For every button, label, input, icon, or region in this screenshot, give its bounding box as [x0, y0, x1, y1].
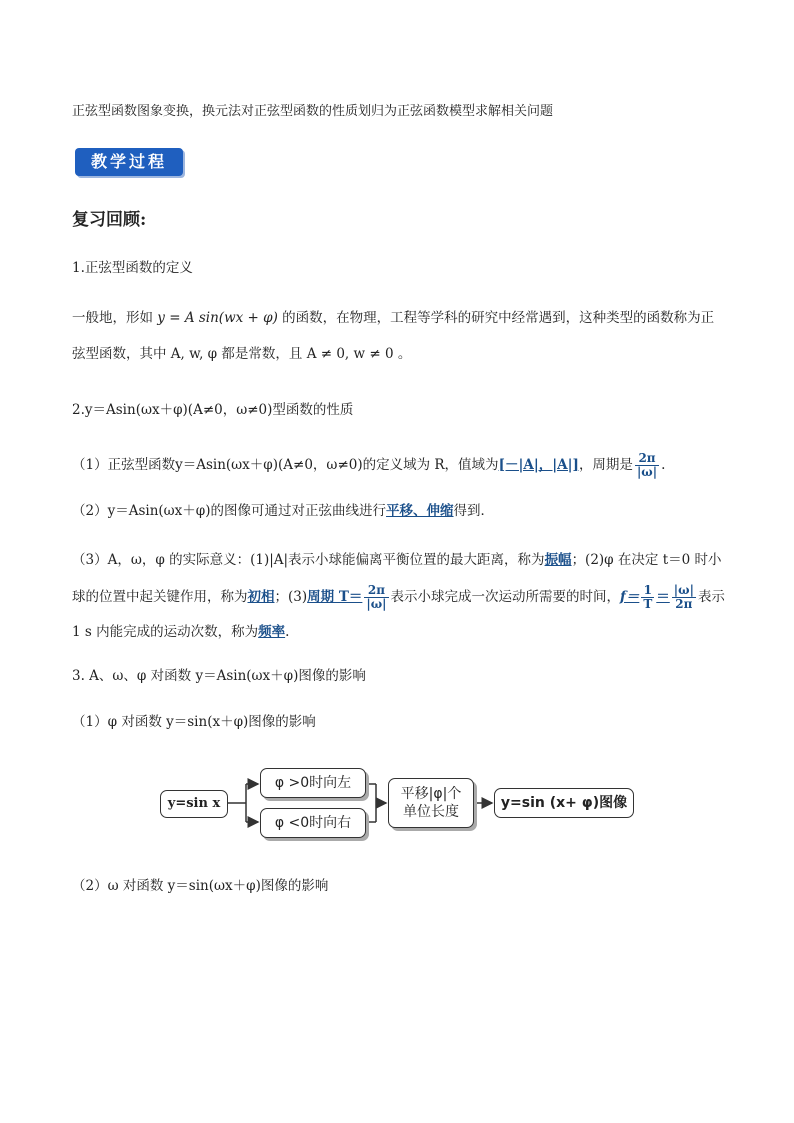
sec3-sub2: （2）ω 对函数 y＝sin(ωx＋φ)图像的影响 [72, 878, 329, 894]
item3-text-d: ；(3) [274, 589, 308, 605]
result-box [494, 788, 634, 818]
item1-text-a: （1）正弦型函数y＝Asin(ωx＋φ)(A≠0，ω≠0)的定义域为 R，值域为 [72, 457, 499, 473]
shift-label-line1: 平移|φ|个 [400, 786, 462, 802]
sec1-text-b: 的函数，在物理，工程等学科的研究中经常遇到，这种类型的函数称为正 [277, 310, 715, 326]
frequency-fraction-2 [672, 584, 696, 611]
item2-answer: 平移、伸缩 [386, 503, 454, 519]
result-label: y=sin (x+ φ)图像 [500, 795, 628, 811]
review-heading: 复习回顾: [72, 210, 147, 230]
item3-text-h: 1 s 内能完成的运动次数，称为 [72, 624, 259, 640]
fraction-numerator: 1 [641, 584, 654, 598]
shift-box [388, 778, 474, 828]
fraction-numerator: 2π [635, 452, 659, 466]
sec3-sub1: （1）φ 对函数 y＝sin(x＋φ)图像的影响 [72, 714, 316, 730]
item3-text-b: ；(2)φ 在决定 t＝0 时小 [571, 552, 722, 568]
sec1-paragraph-line1 [72, 308, 714, 328]
item1-range-answer: [－|A|，|A|] [498, 457, 579, 473]
sec1-text-a: 一般地，形如 [72, 310, 158, 326]
item3-text-e: 表示小球完成一次运动所需要的时间， [390, 589, 621, 605]
fraction-denominator: |ω| [366, 597, 387, 611]
phase-negative-box [260, 808, 366, 838]
fraction-numerator: 2π [364, 584, 388, 598]
sec2-item3-line2 [72, 584, 725, 611]
item3-end: . [285, 624, 290, 640]
fraction-numerator: |ω| [673, 583, 694, 597]
sec2-item2 [72, 501, 494, 521]
sec1-title: 1.正弦型函数的定义 [72, 260, 193, 276]
period-answer: 周期 T＝ [307, 589, 363, 605]
item3-text-c: 球的位置中起关键作用，称为 [72, 589, 248, 605]
sec2-item3-line3 [72, 622, 289, 642]
frequency-fraction-1 [641, 584, 654, 611]
phase-negative-label: φ <0时向右 [274, 815, 352, 831]
item1-text-b: ，周期是 [578, 457, 633, 473]
fraction-denominator: |ω| [636, 465, 658, 479]
sec2-item1 [72, 452, 665, 479]
item1-end: . [661, 457, 666, 473]
phase-positive-label: φ >0时向左 [274, 775, 352, 791]
start-label: y=sin x [167, 796, 221, 811]
sec3-title: 3. A、ω、φ 对函数 y＝Asin(ωx＋φ)图像的影响 [72, 668, 366, 684]
sec2-title: 2.y＝Asin(ωx＋φ)(A≠0，ω≠0)型函数的性质 [72, 402, 354, 418]
item2-text-b: 得到． [453, 503, 495, 519]
period-fraction [364, 584, 388, 611]
sec1-paragraph-line2: 弦型函数，其中 A, w, φ 都是常数，且 A ≠ 0, w ≠ 0 。 [72, 346, 412, 362]
amplitude-answer: 振幅 [544, 552, 572, 568]
sec2-item3-line1 [72, 550, 722, 570]
item3-text-g: 表示 [697, 589, 725, 605]
section-banner: 教学过程 [75, 148, 183, 176]
item2-text-a: （2）y＝Asin(ωx＋φ)的图像可通过对正弦曲线进行 [72, 503, 387, 519]
frequency-answer: 频率 [258, 624, 286, 640]
fraction-denominator: 2π [675, 597, 693, 611]
item1-period-fraction [635, 452, 659, 479]
item3-text-a: （3）A，ω，φ 的实际意义：(1)|A|表示小球能偏离平衡位置的最大距离，称为 [72, 552, 545, 568]
shift-label-line2: 单位长度 [403, 804, 459, 820]
intro-text: 正弦型函数图象变换，换元法对正弦型函数的性质划归为正弦函数模型求解相关问题 [72, 104, 554, 119]
fraction-denominator: T [643, 597, 653, 611]
sec1-formula: y = A sin(wx + φ) [157, 310, 278, 326]
phase-answer: 初相 [247, 589, 275, 605]
phase-positive-box [260, 768, 366, 798]
flow-diagram [150, 760, 650, 850]
frequency-equals: ＝ [656, 589, 670, 605]
start-box [160, 790, 228, 818]
frequency-formula-label: f＝ [620, 589, 640, 605]
